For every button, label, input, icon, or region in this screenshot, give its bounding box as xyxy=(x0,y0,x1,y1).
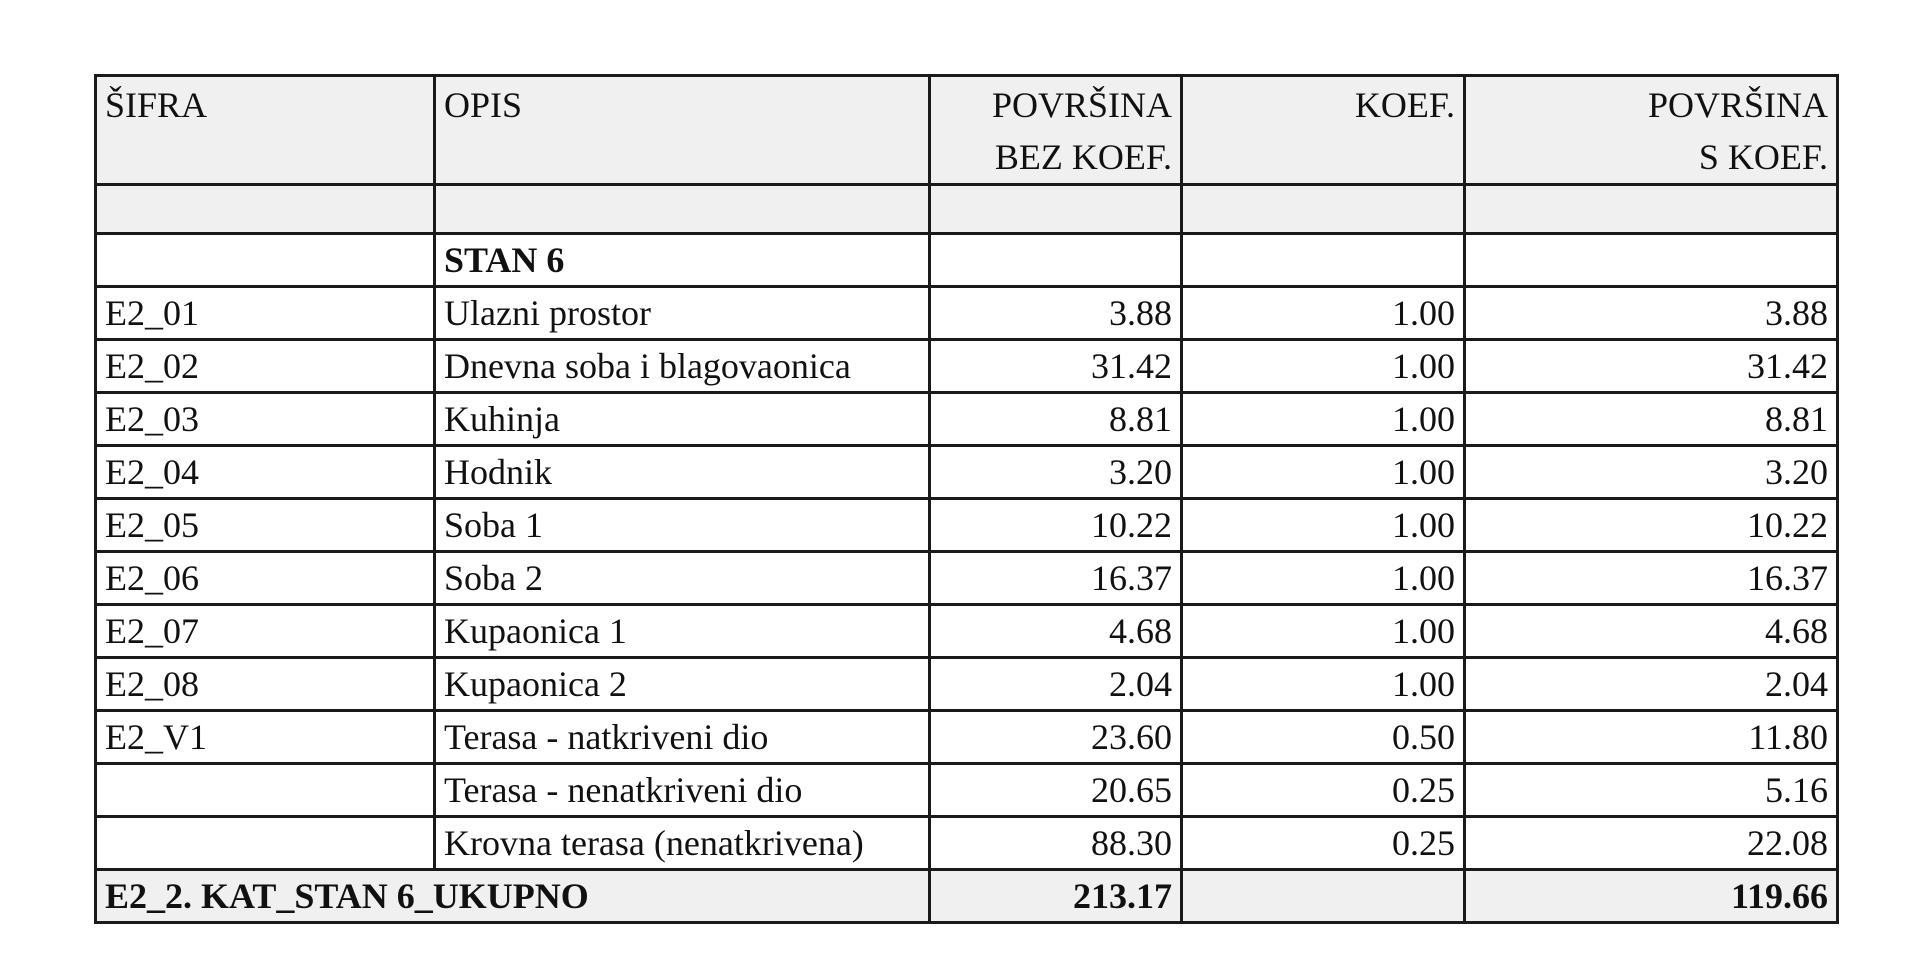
cell-povrsina-s-koef: 11.80 xyxy=(1465,711,1838,764)
cell-koef: 1.00 xyxy=(1182,552,1465,605)
blank-row xyxy=(96,185,1838,234)
cell-opis: Kupaonica 1 xyxy=(435,605,930,658)
cell-opis: Kupaonica 2 xyxy=(435,658,930,711)
area-table-container xyxy=(94,74,1836,924)
cell-povrsina-bez-koef: 20.65 xyxy=(930,764,1182,817)
cell-opis: Dnevna soba i blagovaonica xyxy=(435,340,930,393)
cell-povrsina-bez-koef: 8.81 xyxy=(930,393,1182,446)
cell-koef: 1.00 xyxy=(1182,605,1465,658)
cell-povrsina-bez-koef: 3.20 xyxy=(930,446,1182,499)
table-row xyxy=(96,658,1838,711)
blank-cell xyxy=(1182,185,1465,234)
header-povrsina-s-line2: S KOEF. xyxy=(1698,137,1828,177)
cell-povrsina-bez-koef: 10.22 xyxy=(930,499,1182,552)
cell-opis: Krovna terasa (nenatkrivena) xyxy=(435,817,930,870)
cell-povrsina-bez-koef: 31.42 xyxy=(930,340,1182,393)
table-row xyxy=(96,552,1838,605)
cell-koef: 1.00 xyxy=(1182,658,1465,711)
table-row xyxy=(96,287,1838,340)
cell-koef: 1.00 xyxy=(1182,446,1465,499)
table-row xyxy=(96,711,1838,764)
cell-opis: Hodnik xyxy=(435,446,930,499)
table-row xyxy=(96,764,1838,817)
cell-opis: Soba 1 xyxy=(435,499,930,552)
header-povrsina-s-line1: POVRŠINA xyxy=(1647,85,1828,125)
cell-povrsina-bez-koef: 16.37 xyxy=(930,552,1182,605)
section-empty-cell xyxy=(1182,234,1465,287)
section-title: STAN 6 xyxy=(435,234,930,287)
table-row xyxy=(96,340,1838,393)
header-opis: OPIS xyxy=(435,76,930,185)
cell-koef: 0.50 xyxy=(1182,711,1465,764)
cell-koef: 1.00 xyxy=(1182,340,1465,393)
cell-povrsina-s-koef: 22.08 xyxy=(1465,817,1838,870)
cell-sifra: E2_03 xyxy=(96,393,435,446)
cell-sifra: E2_08 xyxy=(96,658,435,711)
section-row xyxy=(96,234,1838,287)
cell-opis: Terasa - nenatkriveni dio xyxy=(435,764,930,817)
section-empty-cell xyxy=(1465,234,1838,287)
cell-sifra: E2_04 xyxy=(96,446,435,499)
cell-sifra xyxy=(96,764,435,817)
cell-povrsina-s-koef: 16.37 xyxy=(1465,552,1838,605)
total-koef-cell xyxy=(1182,870,1465,923)
header-povrsina-bez-line2: BEZ KOEF. xyxy=(994,137,1172,177)
cell-sifra: E2_01 xyxy=(96,287,435,340)
cell-sifra: E2_06 xyxy=(96,552,435,605)
cell-koef: 1.00 xyxy=(1182,393,1465,446)
header-sifra: ŠIFRA xyxy=(96,76,435,185)
cell-povrsina-bez-koef: 2.04 xyxy=(930,658,1182,711)
header-povrsina-bez-line1: POVRŠINA xyxy=(991,85,1172,125)
total-label: E2_2. KAT_STAN 6_UKUPNO xyxy=(96,870,930,923)
table-row xyxy=(96,499,1838,552)
cell-koef: 0.25 xyxy=(1182,764,1465,817)
cell-opis: Ulazni prostor xyxy=(435,287,930,340)
header-povrsina-s-koef xyxy=(1465,76,1838,185)
table-row xyxy=(96,817,1838,870)
section-empty-cell xyxy=(930,234,1182,287)
blank-cell xyxy=(1465,185,1838,234)
blank-cell xyxy=(96,185,435,234)
cell-povrsina-s-koef: 3.20 xyxy=(1465,446,1838,499)
cell-povrsina-bez-koef: 23.60 xyxy=(930,711,1182,764)
area-table xyxy=(94,74,1839,924)
cell-opis: Soba 2 xyxy=(435,552,930,605)
cell-sifra xyxy=(96,817,435,870)
cell-sifra: E2_05 xyxy=(96,499,435,552)
cell-sifra: E2_07 xyxy=(96,605,435,658)
cell-povrsina-s-koef: 31.42 xyxy=(1465,340,1838,393)
header-povrsina-bez-koef xyxy=(930,76,1182,185)
total-povrsina-bez-koef: 213.17 xyxy=(930,870,1182,923)
cell-sifra: E2_V1 xyxy=(96,711,435,764)
cell-povrsina-s-koef: 10.22 xyxy=(1465,499,1838,552)
cell-povrsina-s-koef: 5.16 xyxy=(1465,764,1838,817)
cell-povrsina-s-koef: 8.81 xyxy=(1465,393,1838,446)
cell-koef: 1.00 xyxy=(1182,287,1465,340)
section-sifra-cell xyxy=(96,234,435,287)
cell-opis: Terasa - natkriveni dio xyxy=(435,711,930,764)
blank-cell xyxy=(930,185,1182,234)
cell-povrsina-s-koef: 2.04 xyxy=(1465,658,1838,711)
cell-koef: 1.00 xyxy=(1182,499,1465,552)
blank-cell xyxy=(435,185,930,234)
total-povrsina-s-koef: 119.66 xyxy=(1465,870,1838,923)
cell-povrsina-s-koef: 4.68 xyxy=(1465,605,1838,658)
cell-opis: Kuhinja xyxy=(435,393,930,446)
table-row xyxy=(96,605,1838,658)
cell-povrsina-bez-koef: 3.88 xyxy=(930,287,1182,340)
table-row xyxy=(96,446,1838,499)
cell-povrsina-s-koef: 3.88 xyxy=(1465,287,1838,340)
header-koef: KOEF. xyxy=(1182,76,1465,185)
header-row xyxy=(96,76,1838,185)
cell-povrsina-bez-koef: 4.68 xyxy=(930,605,1182,658)
cell-sifra: E2_02 xyxy=(96,340,435,393)
total-row xyxy=(96,870,1838,923)
cell-povrsina-bez-koef: 88.30 xyxy=(930,817,1182,870)
cell-koef: 0.25 xyxy=(1182,817,1465,870)
table-row xyxy=(96,393,1838,446)
